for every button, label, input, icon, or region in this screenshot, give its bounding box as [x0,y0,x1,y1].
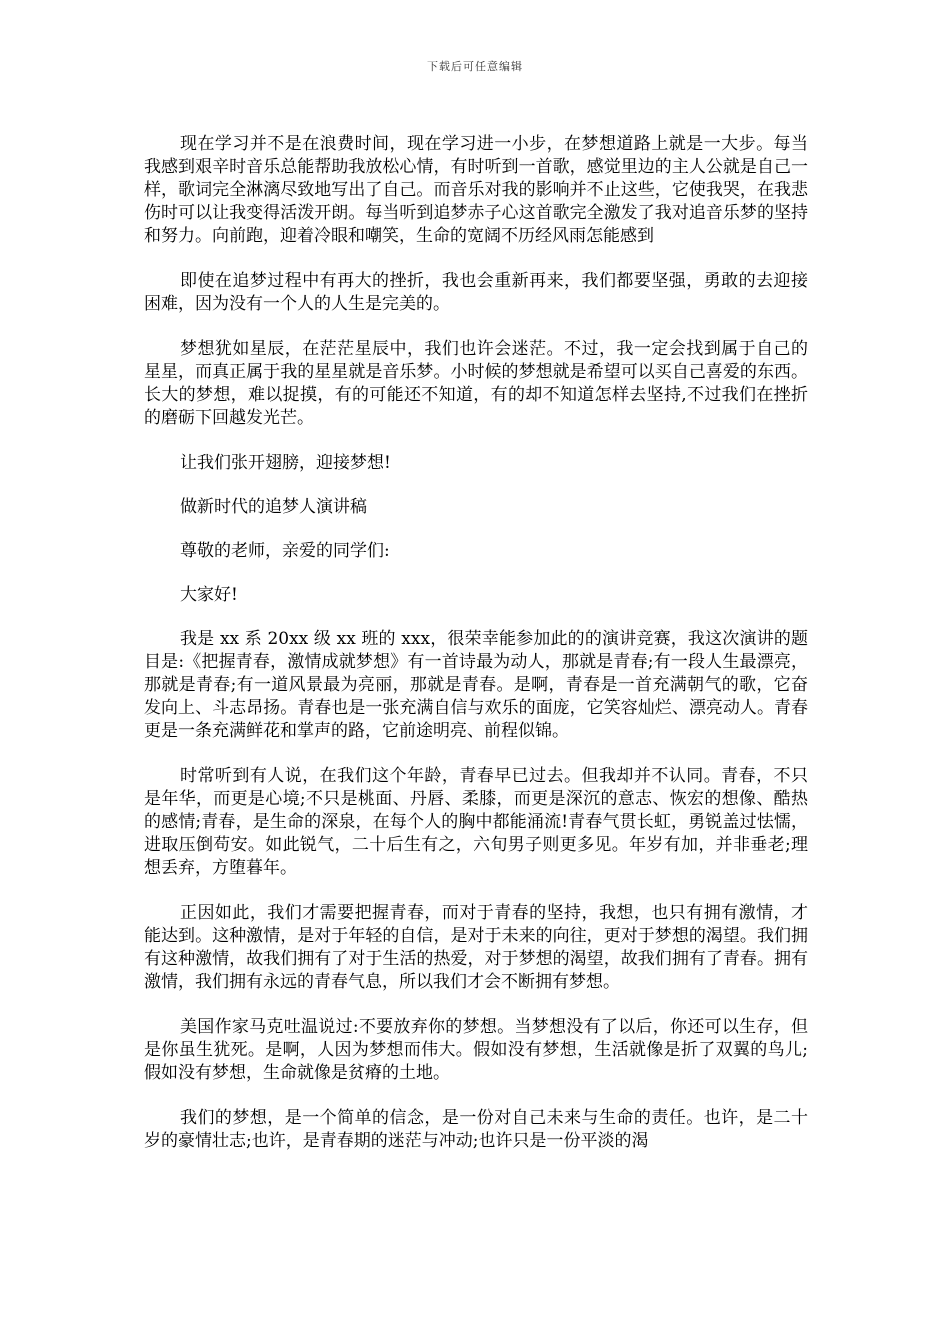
paragraph: 尊敬的老师，亲爱的同学们: [180,541,390,561]
paragraph: 正因如此，我们才需要把握青春，而对于青春的坚持，我想，也只有拥有激情，才能达到。这种激情，是对于年轻的自信，是对于未来的向往，更对于梦想的渴望。我们拥有这种激情，故我们拥有了对于生活的热爱，对于梦想的渴望，故我们拥有了青春。拥有激情，我们拥有永远的青春气息，所以我们才会不断拥有梦想。 [144,903,808,992]
paragraph: 梦想犹如星辰，在茫茫星辰中，我们也许会迷茫。不过，我一定会找到属于自己的星星，而真正属于我的星星就是音乐梦。小时候的梦想就是希望可以买自己喜爱的东西。长大的梦想，难以捉摸，有的可能还不知道，有的却不知道怎样去坚持,不过我们在挫折的磨砺下回越发光芒。 [144,339,808,428]
paragraph: 让我们张开翅膀，迎接梦想! [180,453,391,473]
paragraph: 时常听到有人说，在我们这个年龄，青春早已过去。但我却并不认同。青春，不只是年华，而更是心境;不只是桃面、丹唇、柔膝，而更是深沉的意志、恢宏的想像、酷热的感情;青春，是生命的深泉，在每个人的胸中都能涌流!青春气贯长虹，勇锐盖过怯懦，进取压倒苟安。如此锐气，二十后生有之，六旬男子则更多见。年岁有加，并非垂老;理想丢弃，方堕暮年。 [144,766,808,878]
paragraph: 即使在追梦过程中有再大的挫折，我也会重新再来，我们都要坚强，勇敢的去迎接困难，因为没有一个人的人生是完美的。 [144,271,808,314]
paragraph: 我是 xx 系 20xx 级 xx 班的 xxx，很荣幸能参加此的的演讲竞赛，我这次演讲的题目是:《把握青春，激情成就梦想》有一首诗最为动人，那就是青春;有一段人生最漂亮，那就是青春;有一道风景最为亮丽，那就是青春。是啊，青春是一首充满朝气的歌，它奋发向上、斗志昂扬。青春也是一张充满自信与欢乐的面庞，它笑容灿烂、漂亮动人。青春更是一条充满鲜花和掌声的路，它前途明亮、前程似锦。 [144,629,808,741]
paragraph: 美国作家马克吐温说过:不要放弃你的梦想。当梦想没有了以后，你还可以生存，但是你虽生犹死。是啊，人因为梦想而伟大。假如没有梦想，生活就像是折了双翼的鸟儿;假如没有梦想，生命就像是贫瘠的土地。 [144,1017,808,1083]
document-body [144,133,808,1175]
paragraph: 我们的梦想，是一个简单的信念，是一份对自己未来与生命的责任。也许，是二十岁的豪情壮志;也许，是青春期的迷茫与冲动;也许只是一份平淡的渴 [144,1108,808,1151]
page-header-note: 下载后可任意编辑 [427,60,523,73]
paragraph: 现在学习并不是在浪费时间，现在学习进一小步，在梦想道路上就是一大步。每当我感到艰辛时音乐总能帮助我放松心情，有时听到一首歌，感觉里边的主人公就是自己一样，歌词完全淋漓尽致地写出了自己。而音乐对我的影响并不止这些，它使我哭，在我悲伤时可以让我变得活泼开朗。每当听到追梦赤子心这首歌完全激发了我对追音乐梦的坚持和努力。向前跑，迎着冷眼和嘲笑，生命的宽阔不历经风雨怎能感到 [144,134,808,246]
paragraph: 大家好! [180,585,238,605]
paragraph: 做新时代的追梦人演讲稿 [180,497,367,517]
